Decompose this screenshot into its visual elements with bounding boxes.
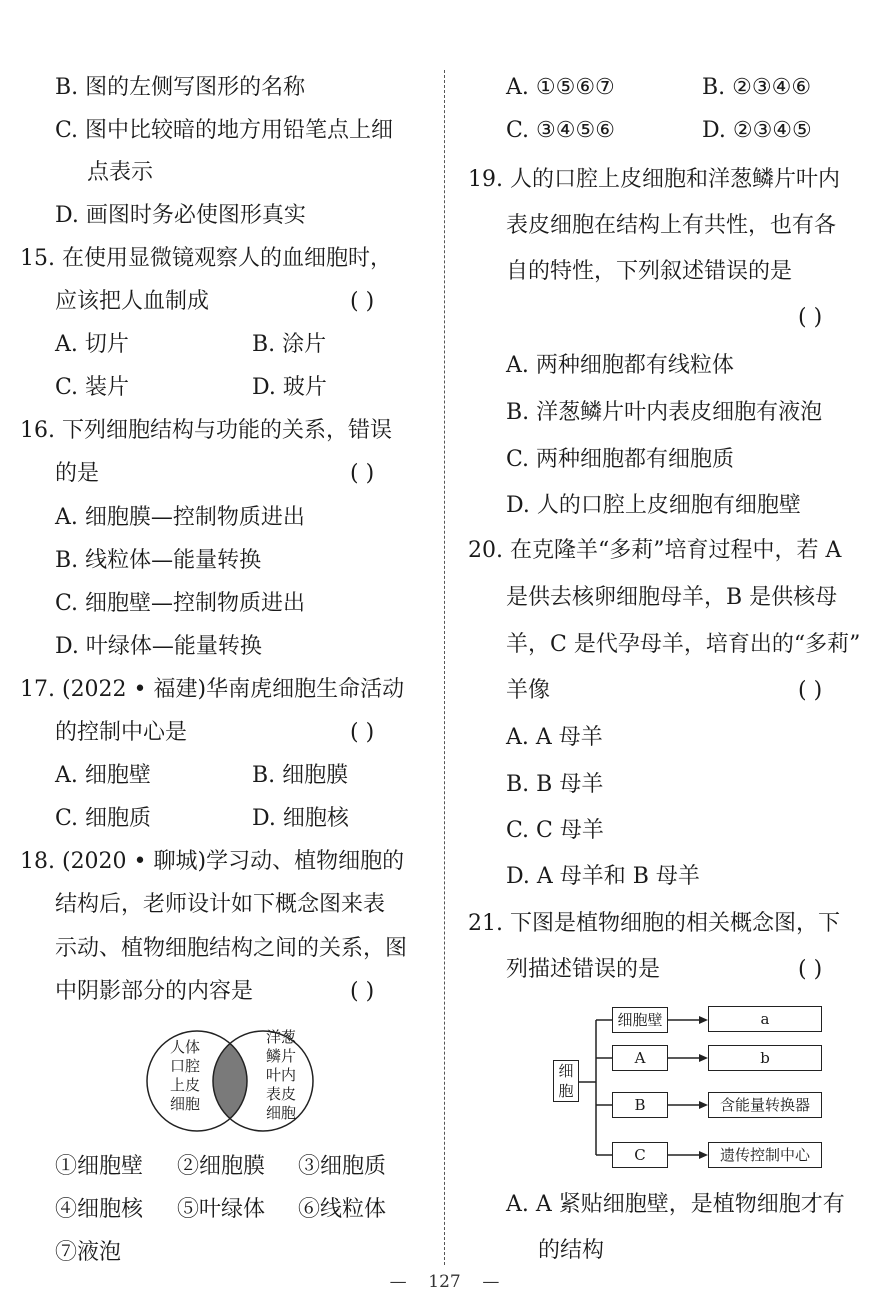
- concept-target-b: b: [708, 1045, 822, 1071]
- q19-option-d: D. 人的口腔上皮细胞有细胞壁: [506, 493, 801, 518]
- q19-stem-cont-1: 表皮细胞在结构上有共性，也有各: [506, 213, 837, 238]
- concept-target-a: a: [708, 1006, 822, 1032]
- q19-answer-bracket: ( ): [798, 305, 823, 330]
- q20-option-b: B. B 母羊: [506, 772, 604, 797]
- q14-option-d: D. 画图时务必使图形真实: [55, 203, 306, 228]
- q21-option-a: A. A 紧贴细胞壁，是植物细胞才有: [506, 1192, 845, 1217]
- q19-stem-cont-2: 自的特性，下列叙述错误的是: [506, 259, 793, 284]
- q15-option-b: B. 涂片: [252, 332, 327, 357]
- concept-node-b: B: [612, 1092, 668, 1118]
- q14-option-c-cont: 点表示: [87, 160, 154, 185]
- q18-item-7: ⑦液泡: [55, 1240, 122, 1265]
- q18-stem-cont-2: 示动、植物细胞结构之间的关系，图: [55, 936, 408, 961]
- q19-stem: 19. 人的口腔上皮细胞和洋葱鳞片叶内: [468, 167, 840, 192]
- q18-option-b: B. ②③④⑥: [702, 75, 812, 100]
- q14-option-b: B. 图的左侧写图形的名称: [55, 75, 306, 100]
- q17-option-b: B. 细胞膜: [252, 763, 349, 788]
- footer-dash-right: —: [482, 1272, 500, 1292]
- concept-map: [550, 1000, 830, 1175]
- concept-node-c: C: [612, 1142, 668, 1168]
- q16-option-a: A. 细胞膜—控制物质进出: [55, 505, 305, 530]
- q15-option-d: D. 玻片: [252, 375, 327, 400]
- q21-stem: 21. 下图是植物细胞的相关概念图，下: [468, 911, 840, 936]
- q18-item-1: ①细胞壁: [55, 1154, 144, 1179]
- q18-option-a: A. ①⑤⑥⑦: [506, 75, 615, 100]
- q20-option-d: D. A 母羊和 B 母羊: [506, 864, 700, 889]
- q15-stem: 15. 在使用显微镜观察人的血细胞时，: [20, 246, 392, 271]
- q18-item-3: ③细胞质: [298, 1154, 387, 1179]
- q20-stem-cont-1: 是供去核卵细胞母羊，B 是供核母: [506, 585, 838, 610]
- q18-stem: 18. (2020 • 聊城)学习动、植物细胞的: [20, 849, 405, 874]
- q20-option-a: A. A 母羊: [506, 725, 603, 750]
- concept-root-cell: 细胞: [553, 1060, 579, 1102]
- concept-target-genetic-control: 遗传控制中心: [708, 1142, 822, 1168]
- q15-option-a: A. 切片: [55, 332, 129, 357]
- q18-answer-bracket: ( ): [350, 979, 375, 1004]
- q19-option-b: B. 洋葱鳞片叶内表皮细胞有液泡: [506, 400, 823, 425]
- page-footer: [0, 1272, 889, 1292]
- concept-target-energy-converter: 含能量转换器: [708, 1092, 822, 1118]
- venn-diagram: [145, 1022, 315, 1144]
- concept-node-cell-wall: 细胞壁: [612, 1007, 668, 1033]
- venn-left-label: 人体 口腔 上皮 细胞: [169, 1038, 200, 1113]
- q20-stem-cont-3: 羊像: [506, 678, 551, 703]
- q16-stem: 16. 下列细胞结构与功能的关系，错误: [20, 418, 392, 443]
- footer-dash-left: —: [389, 1272, 407, 1292]
- q20-stem-cont-2: 羊，C 是代孕母羊，培育出的“多莉”: [506, 632, 861, 657]
- q20-option-c: C. C 母羊: [506, 818, 604, 843]
- q18-option-c: C. ③④⑤⑥: [506, 118, 615, 143]
- q17-option-c: C. 细胞质: [55, 806, 152, 831]
- q21-answer-bracket: ( ): [798, 957, 823, 982]
- q18-stem-cont-3: 中阴影部分的内容是: [55, 979, 254, 1004]
- q19-option-a: A. 两种细胞都有线粒体: [506, 353, 734, 378]
- concept-node-a: A: [612, 1045, 668, 1071]
- q19-option-c: C. 两种细胞都有细胞质: [506, 447, 735, 472]
- q21-option-a-cont: 的结构: [538, 1238, 605, 1263]
- venn-right-label: 洋葱 鳞片 叶内 表皮 细胞: [265, 1028, 296, 1122]
- q14-option-c: C. 图中比较暗的地方用铅笔点上细: [55, 118, 394, 143]
- q18-item-2: ②细胞膜: [177, 1154, 266, 1179]
- page-number: 127: [428, 1272, 461, 1292]
- q18-stem-cont-1: 结构后，老师设计如下概念图来表: [55, 892, 386, 917]
- q16-option-b: B. 线粒体—能量转换: [55, 548, 262, 573]
- q15-answer-bracket: ( ): [350, 289, 375, 314]
- q21-stem-cont: 列描述错误的是: [506, 957, 661, 982]
- q18-option-d: D. ②③④⑤: [702, 118, 812, 143]
- q17-stem-cont: 的控制中心是: [55, 720, 188, 745]
- q18-item-4: ④细胞核: [55, 1197, 144, 1222]
- q17-stem: 17. (2022 • 福建)华南虎细胞生命活动: [20, 677, 405, 702]
- q17-option-a: A. 细胞壁: [55, 763, 151, 788]
- q15-stem-cont: 应该把人血制成: [55, 289, 210, 314]
- q17-answer-bracket: ( ): [350, 720, 375, 745]
- q20-stem: 20. 在克隆羊“多莉”培育过程中，若 A: [468, 538, 842, 563]
- q18-item-5: ⑤叶绿体: [177, 1197, 266, 1222]
- q15-option-c: C. 装片: [55, 375, 130, 400]
- q16-option-d: D. 叶绿体—能量转换: [55, 634, 262, 659]
- q16-answer-bracket: ( ): [350, 461, 375, 486]
- q20-answer-bracket: ( ): [798, 678, 823, 703]
- q17-option-d: D. 细胞核: [252, 806, 349, 831]
- q18-item-6: ⑥线粒体: [298, 1197, 387, 1222]
- q16-stem-cont: 的是: [55, 461, 100, 486]
- q16-option-c: C. 细胞壁—控制物质进出: [55, 591, 306, 616]
- column-divider: [444, 70, 445, 1265]
